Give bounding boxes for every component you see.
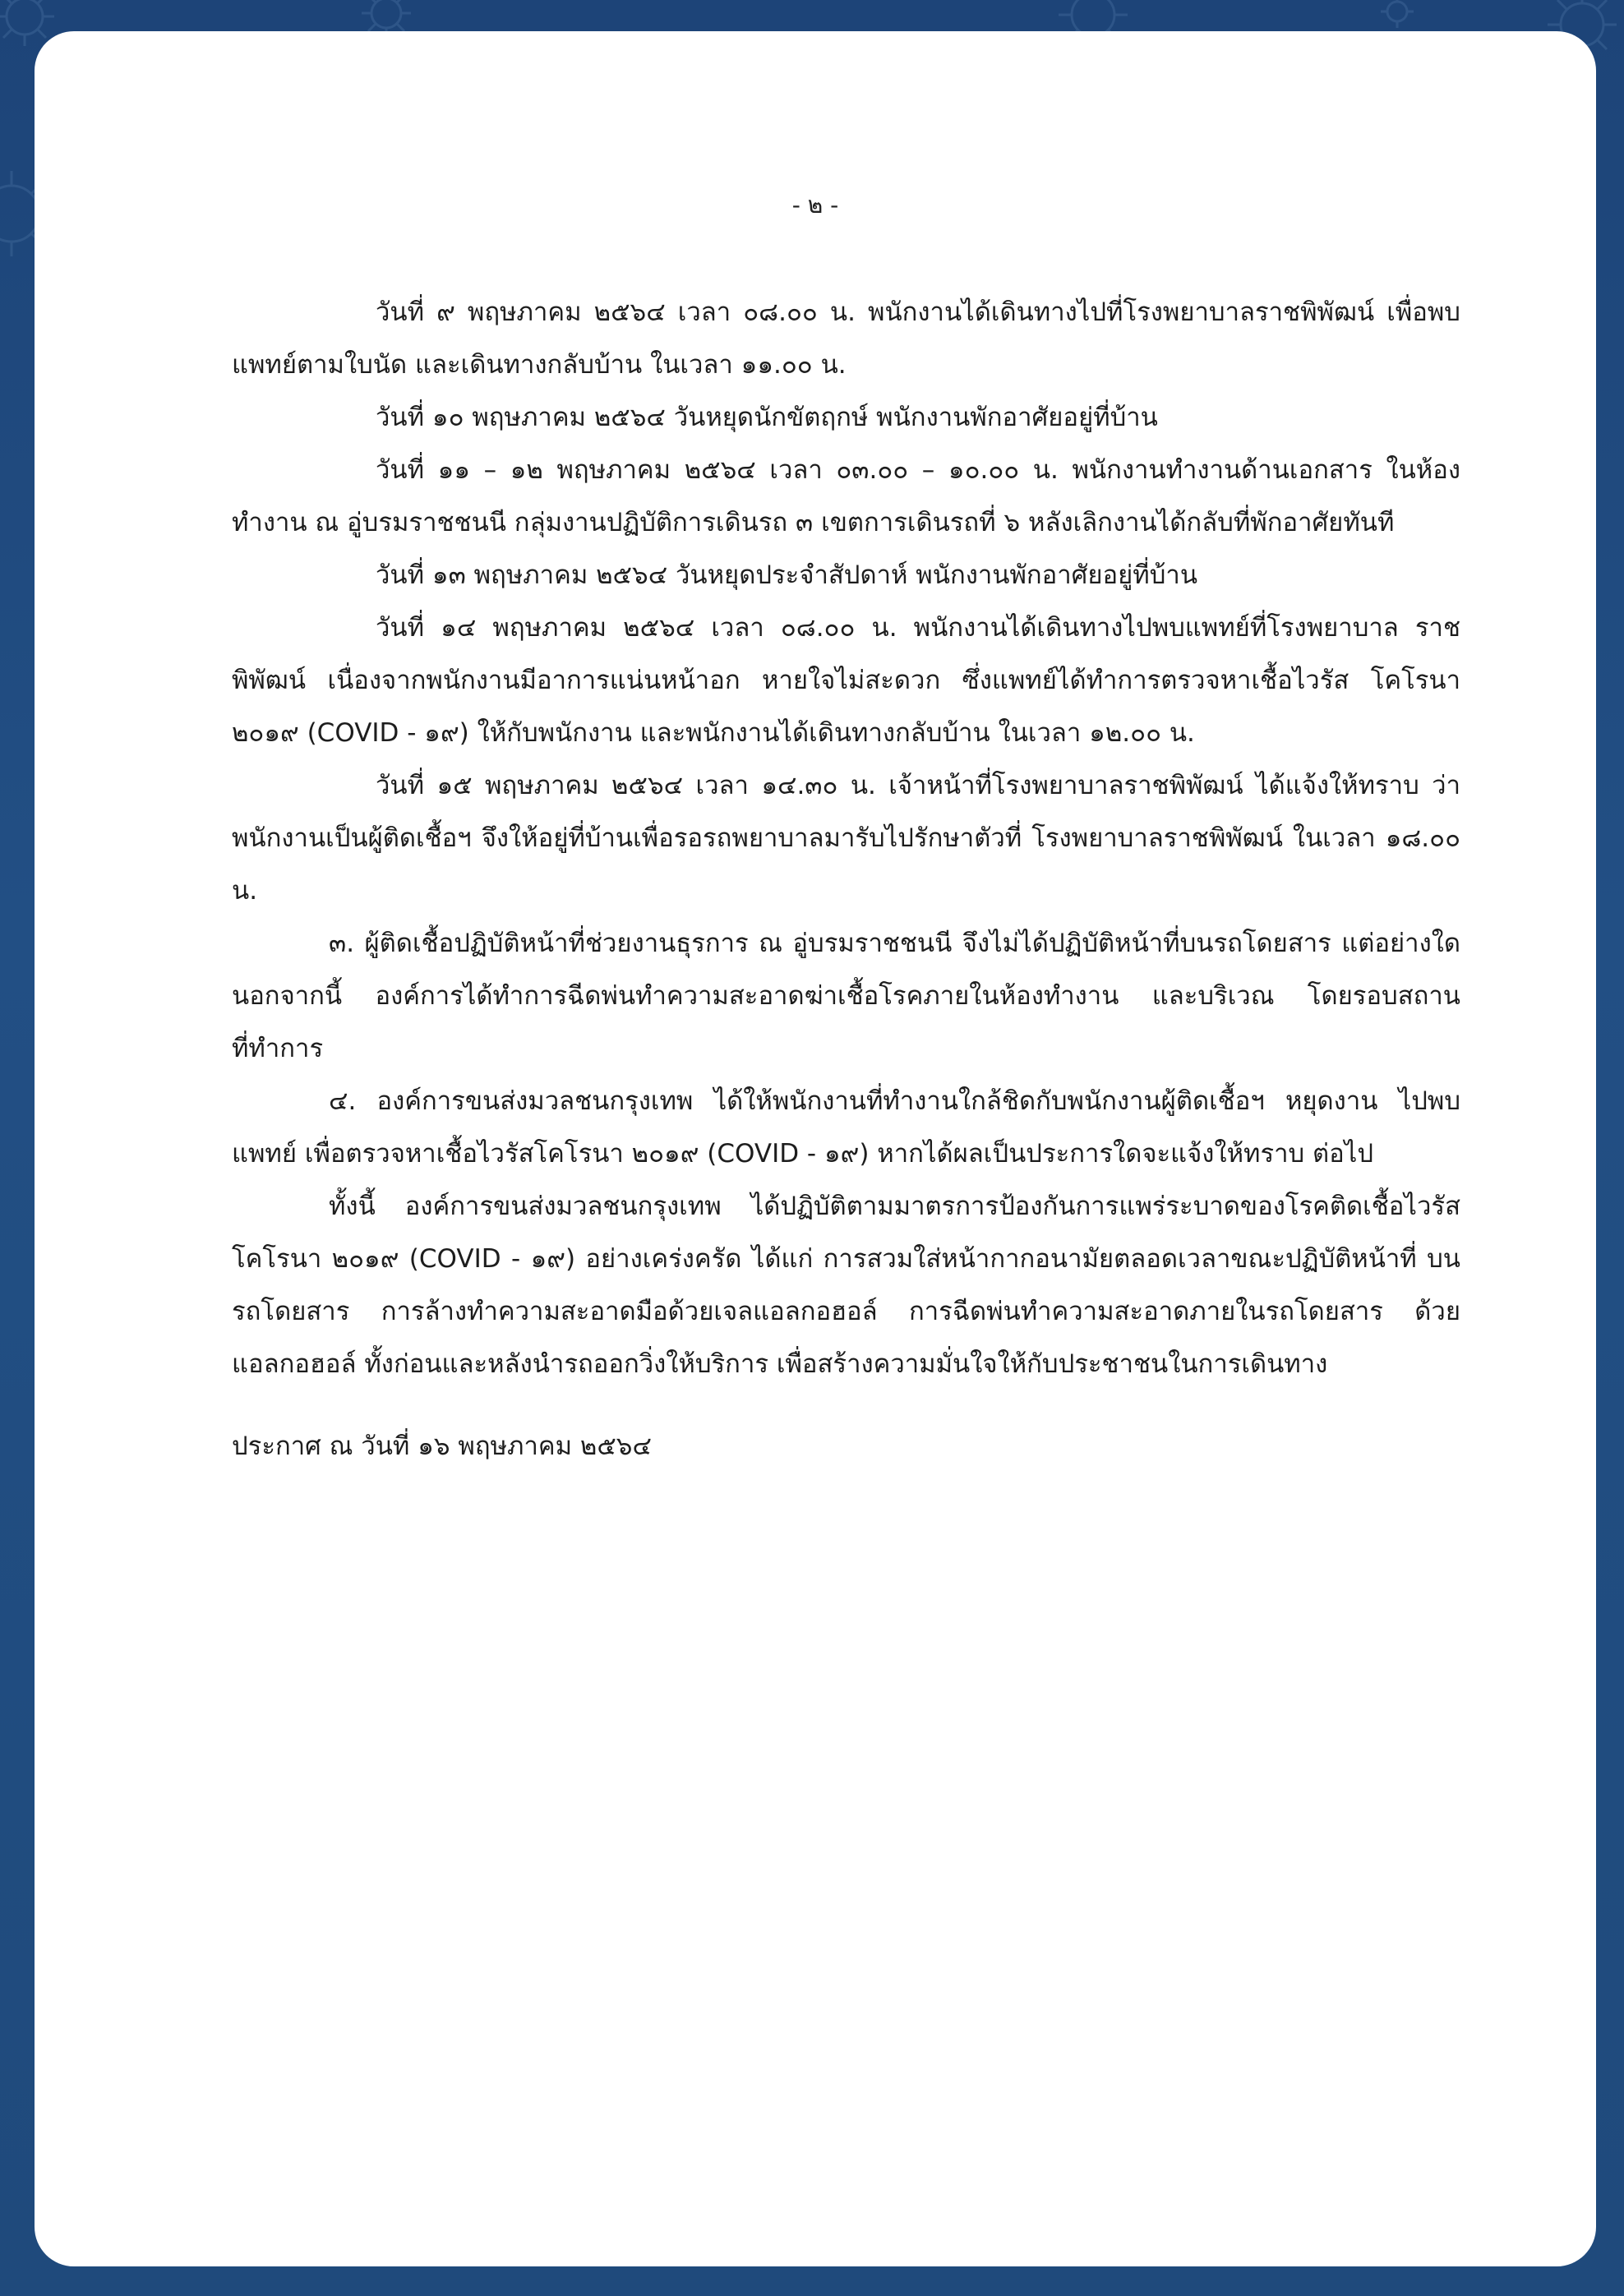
document-page	[35, 31, 1596, 2266]
announcement-date: ประกาศ ณ วันที่ ๑๖ พฤษภาคม ๒๕๖๔	[232, 1432, 652, 1461]
paragraph-item-3: ๓. ผู้ติดเชื้อปฏิบัติหน้าที่ช่วยงานธุรการ ณ อู่บรมราชชนนี จึงไม่ได้ปฏิบัติหน้าที่บนรถโดยสาร แต่อย่างใด นอกจากนี้ องค์การได้ทำการฉีดพ่นทำความสะอาดฆ่าเชื้อโรคภายในห้องทำงาน และบริเวณ โดยรอบสถานที่ทำการ	[232, 929, 1460, 1063]
paragraph-may-15: วันที่ ๑๕ พฤษภาคม ๒๕๖๔ เวลา ๑๔.๓๐ น. เจ้าหน้าที่โรงพยาบาลราชพิพัฒน์ ได้แจ้งให้ทราบ ว่าพนักงานเป็นผู้ติดเชื้อฯ จึงให้อยู่ที่บ้านเพื่อรอรถพยาบาลมารับไปรักษาตัวที่ โรงพยาบาลราชพิพัฒน์ ในเวลา ๑๘.๐๐ น.	[232, 771, 1460, 906]
paragraph-may-10: วันที่ ๑๐ พฤษภาคม ๒๕๖๔ วันหยุดนักขัตฤกษ์ พนักงานพักอาศัยอยู่ที่บ้าน	[376, 403, 1158, 432]
paragraph-may-14: วันที่ ๑๔ พฤษภาคม ๒๕๖๔ เวลา ๐๘.๐๐ น. พนักงานได้เดินทางไปพบแพทย์ที่โรงพยาบาล ราชพิพัฒน์ เนื่องจากพนักงานมีอาการแน่นหน้าอก หายใจไม่สะดวก ซึ่งแพทย์ได้ทำการตรวจหาเชื้อไวรัส โคโรนา ๒๐๑๙ (COVID - ๑๙) ให้กับพนักงาน และพนักงานได้เดินทางกลับบ้าน ในเวลา ๑๒.๐๐ น.	[232, 613, 1460, 748]
document-body	[232, 286, 1460, 1473]
paragraph-may-9: วันที่ ๙ พฤษภาคม ๒๕๖๔ เวลา ๐๘.๐๐ น. พนักงานได้เดินทางไปที่โรงพยาบาลราชพิพัฒน์ เพื่อพบแพทย์ตามใบนัด และเดินทางกลับบ้าน ในเวลา ๑๑.๐๐ น.	[232, 297, 1460, 380]
virus-icon	[0, 0, 54, 46]
virus-icon	[1381, 0, 1414, 28]
paragraph-may-13: วันที่ ๑๓ พฤษภาคม ๒๕๖๔ วันหยุดประจำสัปดาห์ พนักงานพักอาศัยอยู่ที่บ้าน	[376, 560, 1198, 590]
page-number: - ๒ -	[791, 191, 839, 219]
paragraph-measures: ทั้งนี้ องค์การขนส่งมวลชนกรุงเทพ ได้ปฏิบัติตามมาตรการป้องกันการแพร่ระบาดของโรคติดเชื้อไวรัส โคโรนา ๒๐๑๙ (COVID - ๑๙) อย่างเคร่งครัด ได้แก่ การสวมใส่หน้ากากอนามัยตลอดเวลาขณะปฏิบัติหน้าที่ บนรถโดยสาร การล้างทำความสะอาดมือด้วยเจลแอลกอฮอล์ การฉีดพ่นทำความสะอาดภายในรถโดยสาร ด้วยแอลกอฮอล์ ทั้งก่อนและหลังนำรถออกวิ่งให้บริการ เพื่อสร้างความมั่นใจให้กับประชาชนในการเดินทาง	[232, 1192, 1460, 1379]
paragraph-may-11-12: วันที่ ๑๑ – ๑๒ พฤษภาคม ๒๕๖๔ เวลา ๐๓.๐๐ – ๑๐.๐๐ น. พนักงานทำงานด้านเอกสาร ในห้องทำงาน ณ อู่บรมราชชนนี กลุ่มงานปฏิบัติการเดินรถ ๓ เขตการเดินรถที่ ๖ หลังเลิกงานได้กลับที่พักอาศัยทันที	[232, 455, 1460, 537]
paragraph-item-4: ๔. องค์การขนส่งมวลชนกรุงเทพ ได้ให้พนักงานที่ทำงานใกล้ชิดกับพนักงานผู้ติดเชื้อฯ หยุดงาน ไปพบแพทย์ เพื่อตรวจหาเชื้อไวรัสโคโรนา ๒๐๑๙ (COVID - ๑๙) หากได้ผลเป็นประการใดจะแจ้งให้ทราบ ต่อไป	[232, 1086, 1460, 1169]
